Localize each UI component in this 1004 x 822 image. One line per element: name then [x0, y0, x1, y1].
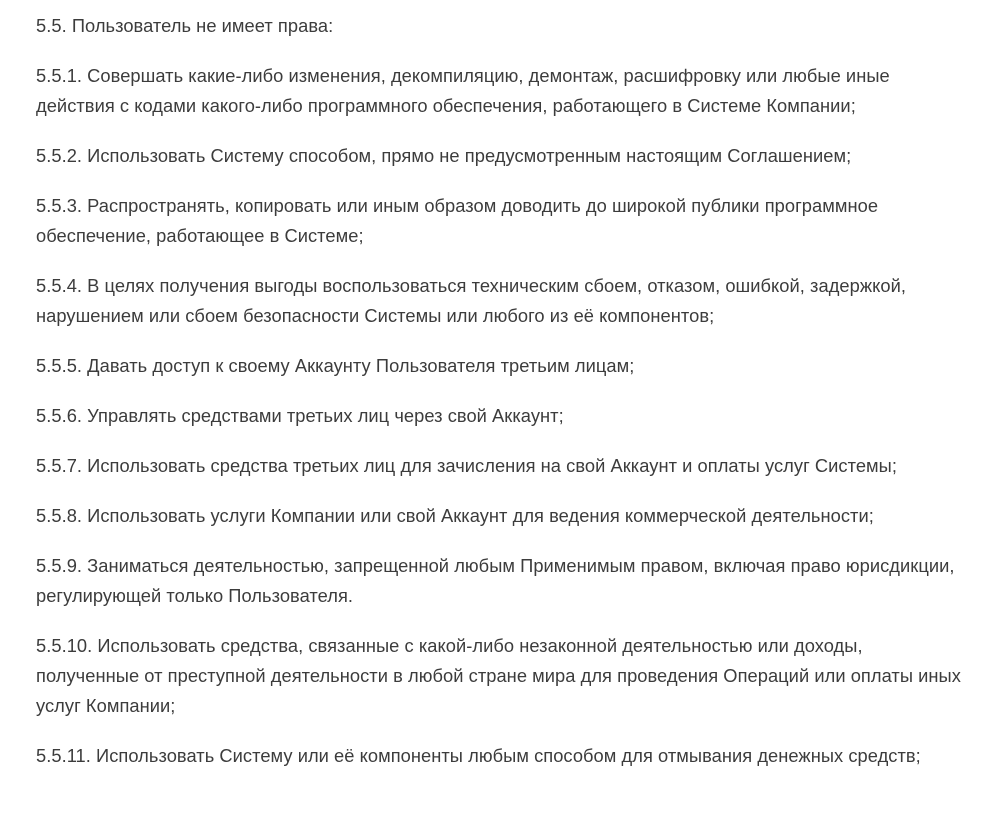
clause-5-5-3: 5.5.3. Распространять, копировать или иным образом доводить до широкой публики программное обеспечение, работающее в Системе;: [36, 195, 879, 246]
clause-5-5-7: 5.5.7. Использовать средства третьих лиц для зачисления на свой Аккаунт и оплаты услуг Системы;: [36, 455, 897, 476]
clause-5-5-11: 5.5.11. Использовать Систему или её компоненты любым способом для отмывания денежных средств;: [36, 745, 921, 766]
section-heading: 5.5. Пользователь не имеет права:: [36, 15, 334, 36]
clause-5-5-9: 5.5.9. Заниматься деятельностью, запрещенной любым Применимым правом, включая право юрисдикции, регулирующей только Пользователя.: [36, 555, 955, 606]
clause-5-5-1: 5.5.1. Совершать какие-либо изменения, декомпиляцию, демонтаж, расшифровку или любые иные действия с кодами какого-либо программного обеспечения, работающего в Системе Компании;: [36, 65, 890, 116]
clause-5-5-10: 5.5.10. Использовать средства, связанные с какой-либо незаконной деятельностью или доходы, полученные от преступной деятельности в любой стране мира для проведения Операций или оплаты иных услуг Компании;: [36, 635, 961, 716]
terms-document: [36, 11, 966, 791]
clause-5-5-8: 5.5.8. Использовать услуги Компании или свой Аккаунт для ведения коммерческой деятельности;: [36, 505, 874, 526]
clause-5-5-2: 5.5.2. Использовать Систему способом, прямо не предусмотренным настоящим Соглашением;: [36, 145, 852, 166]
clause-5-5-6: 5.5.6. Управлять средствами третьих лиц через свой Аккаунт;: [36, 405, 564, 426]
clause-5-5-5: 5.5.5. Давать доступ к своему Аккаунту Пользователя третьим лицам;: [36, 355, 635, 376]
clause-5-5-4: 5.5.4. В целях получения выгоды воспользоваться техническим сбоем, отказом, ошибкой, задержкой, нарушением или сбоем безопасности Системы или любого из её компонентов;: [36, 275, 906, 326]
